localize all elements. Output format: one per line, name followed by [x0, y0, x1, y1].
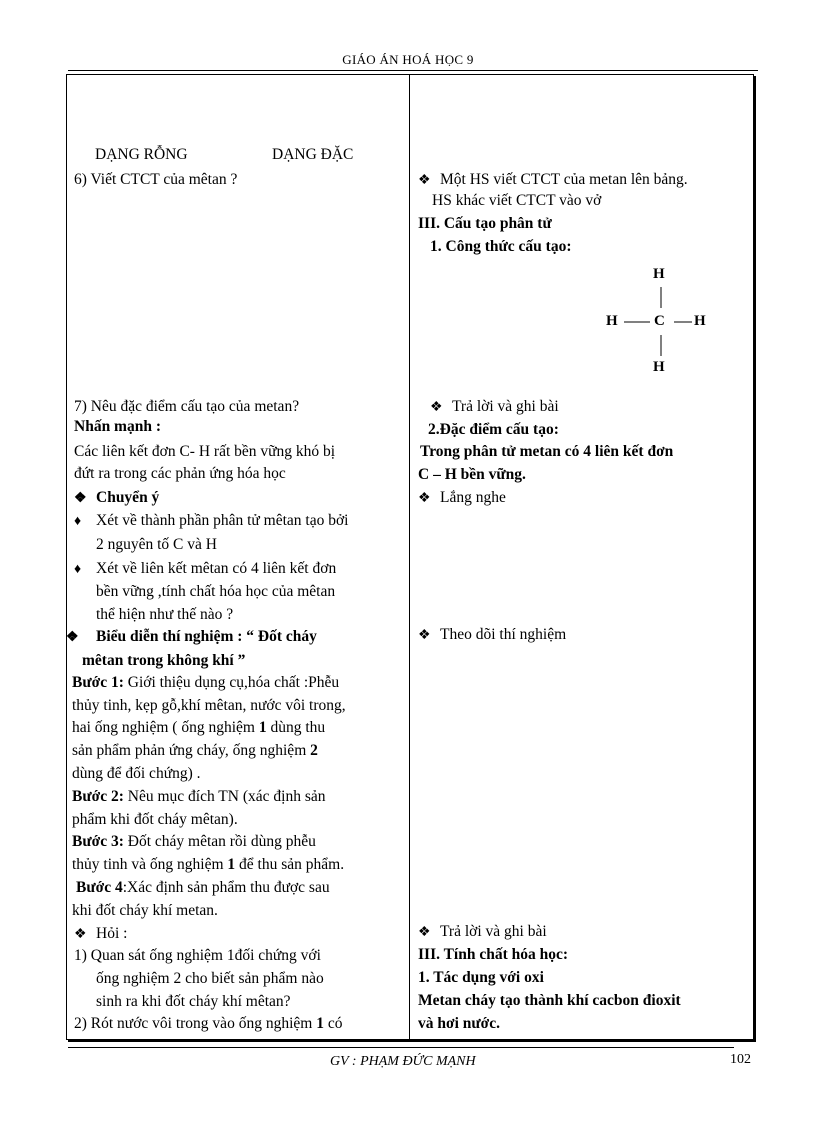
oxygen-reaction-line: Metan cháy tạo thành khí cacbon đioxit	[418, 992, 681, 1009]
diamond-4-icon: ❖	[74, 927, 87, 942]
demo-heading: ❖ Biểu diễn thí nghiệm : “ Đốt cháy	[66, 627, 317, 648]
answer-1: ❖ Một HS viết CTCT của metan lên bảng.	[418, 170, 688, 191]
demo-heading-cont: mêtan trong không khí ”	[82, 652, 246, 669]
diamond-bullet-icon: ♦	[74, 514, 82, 529]
step-1-line: thủy tinh, kẹp gỗ,khí mêtan, nước vôi trong,	[72, 697, 346, 714]
emphasis-line: Các liên kết đơn C- H rất bền vững khó bị	[74, 443, 336, 460]
header-rule	[68, 70, 758, 71]
ask-1: 1) Quan sát ống nghiệm 1đối chứng với	[74, 947, 321, 964]
question-7: 7) Nêu đặc điểm cấu tạo của metan?	[74, 398, 300, 415]
diamond-4-icon: ❖	[66, 630, 79, 645]
oxygen-reaction-line: và hơi nước.	[418, 1015, 501, 1032]
header-title: GIÁO ÁN HOÁ HỌC 9	[342, 52, 474, 67]
listen-note: ❖ Lắng nghe	[418, 488, 506, 509]
diamond-bullet-icon: ♦	[74, 562, 82, 577]
step-1-line: sản phẩm phản ứng cháy, ống nghiệm 2	[72, 742, 318, 759]
chemical-properties-title: III. Tính chất hóa học:	[418, 946, 569, 963]
page-number: 102	[730, 1052, 751, 1067]
diamond-4-icon: ❖	[74, 491, 87, 506]
diamond-4-icon: ❖	[418, 628, 431, 643]
step-2-line: phẩm khi đốt cháy mêtan).	[72, 811, 238, 828]
teacher-name: GV : PHẠM ĐỨC MẠNH	[330, 1054, 476, 1069]
step-1-line: hai ống nghiệm ( ống nghiệm 1 dùng thu	[72, 719, 326, 736]
diamond-4-icon: ❖	[418, 173, 431, 188]
observe-note: ❖ Theo dõi thí nghiệm	[418, 625, 566, 646]
bullet-item-cont: bền vững ,tính chất hóa học của mêtan	[96, 583, 336, 600]
emphasis-title: Nhấn mạnh :	[74, 418, 161, 435]
ask-heading: ❖ Hỏi :	[74, 924, 127, 945]
structure-formula-title: 1. Công thức cấu tạo:	[430, 238, 572, 255]
question-6: 6) Viết CTCT của mêtan ?	[74, 171, 238, 188]
bullet-item-cont: 2 nguyên tố C và H	[96, 536, 217, 553]
column-divider	[409, 74, 410, 1040]
step-1-line: dùng để đối chứng) .	[72, 765, 201, 782]
atom-h-bottom: H	[653, 359, 665, 375]
structure-feature-line: C – H bền vững.	[418, 466, 526, 483]
step-3: Bước 3: Đốt cháy mêtan rồi dùng phễu	[72, 833, 316, 850]
answer-2: ❖ Trả lời và ghi bài	[430, 397, 559, 418]
diamond-4-icon: ❖	[418, 491, 431, 506]
step-4-line: khi đốt cháy khí metan.	[72, 902, 218, 919]
structure-feature-title: 2.Đặc điểm cấu tạo:	[428, 421, 559, 438]
step-1: Bước 1: Giới thiệu dụng cụ,hóa chất :Phễu	[72, 674, 340, 691]
diamond-4-icon: ❖	[418, 925, 431, 940]
ask-1-line: ống nghiệm 2 cho biết sản phẩm nào	[96, 970, 324, 987]
diamond-4-icon: ❖	[430, 400, 443, 415]
oxygen-reaction-title: 1. Tác dụng với oxi	[418, 969, 544, 986]
label-hollow: DẠNG RỖNG	[95, 146, 188, 163]
answer-3: ❖ Trả lời và ghi bài	[418, 922, 547, 943]
label-solid: DẠNG ĐẶC	[272, 146, 354, 163]
section-3-title: III. Cấu tạo phân tử	[418, 215, 552, 232]
ask-1-line: sinh ra khi đốt cháy khí mêtan?	[96, 993, 291, 1010]
step-4: Bước 4:Xác định sản phẩm thu được sau	[76, 879, 330, 896]
atom-c: C	[654, 313, 665, 329]
atom-h-right: H	[694, 313, 706, 329]
ask-2: 2) Rót nước vôi trong vào ống nghiệm 1 có	[74, 1015, 343, 1032]
methane-structure	[596, 264, 726, 384]
bullet-item: ♦ Xét về liên kết mêtan có 4 liên kết đơn	[74, 559, 336, 580]
step-3-line: thủy tinh và ống nghiệm 1 để thu sản phẩm.	[72, 856, 345, 873]
emphasis-line: đứt ra trong các phản ứng hóa học	[74, 465, 286, 482]
answer-1-line: HS khác viết CTCT vào vở	[432, 192, 602, 209]
step-2: Bước 2: Nêu mục đích TN (xác định sản	[72, 788, 326, 805]
bullet-item: ♦ Xét về thành phần phân tử mêtan tạo bởi	[74, 511, 348, 532]
structure-feature-line: Trong phân tử metan có 4 liên kết đơn	[420, 443, 674, 460]
transition-heading: ❖ Chuyển ý	[74, 488, 159, 509]
atom-h-top: H	[653, 266, 665, 282]
atom-h-left: H	[606, 313, 618, 329]
footer-rule	[68, 1047, 734, 1048]
bullet-item-cont: thể hiện như thế nào ?	[96, 606, 234, 623]
